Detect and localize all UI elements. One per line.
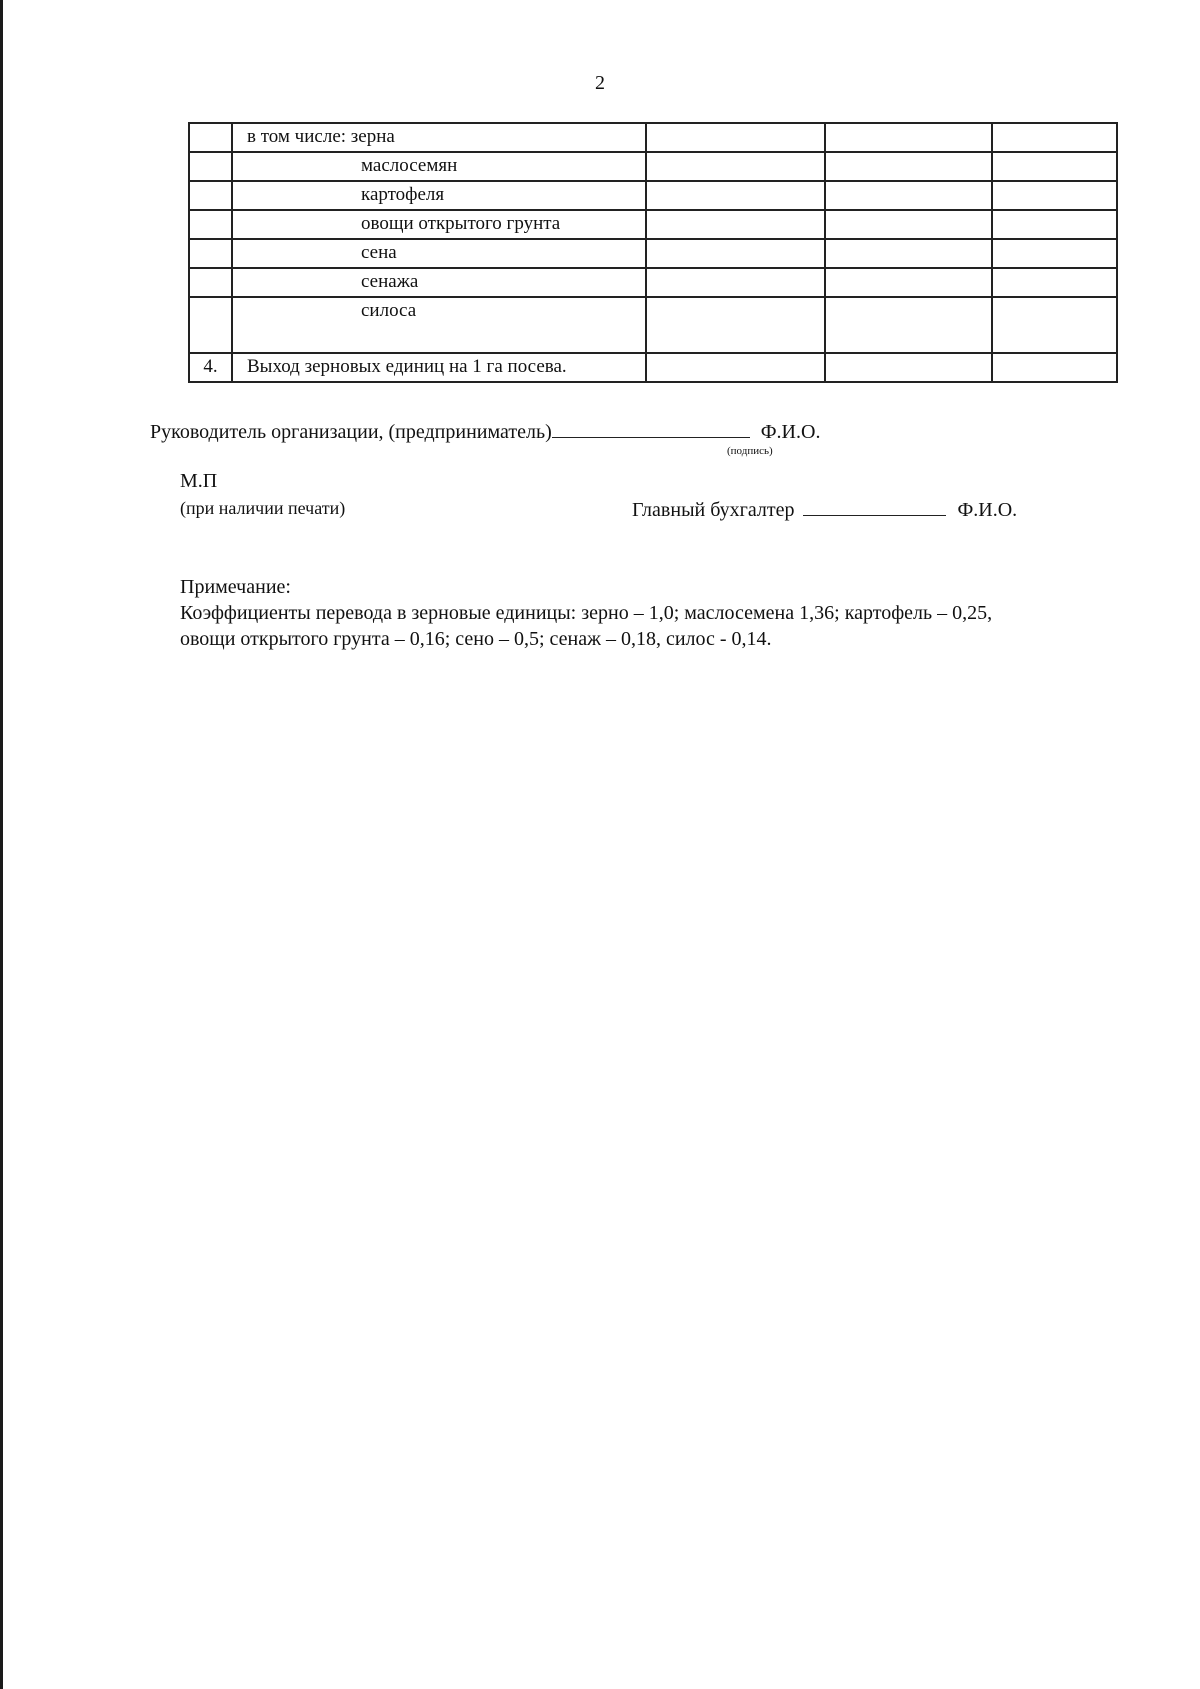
row-number — [189, 297, 232, 353]
accountant-signature-line — [632, 497, 1017, 522]
head-signature-line — [150, 419, 820, 444]
value-cell — [825, 123, 992, 152]
value-cell — [825, 353, 992, 382]
accountant-fio: Ф.И.О. — [957, 499, 1018, 521]
value-cell — [825, 210, 992, 239]
row-number — [189, 268, 232, 297]
scan-border — [0, 0, 3, 1689]
accountant-label: Главный бухгалтер — [632, 499, 795, 521]
row-number: 4. — [189, 353, 232, 382]
row-label: картофеля — [232, 181, 646, 210]
value-cell — [646, 239, 825, 268]
table-row — [189, 152, 1117, 181]
value-cell — [646, 123, 825, 152]
value-cell — [825, 268, 992, 297]
table-row — [189, 297, 1117, 353]
row-number — [189, 210, 232, 239]
table-row — [189, 353, 1117, 382]
stamp-label: М.П — [180, 470, 218, 492]
value-cell — [992, 152, 1117, 181]
value-cell — [992, 123, 1117, 152]
row-label: Выход зерновых единиц на 1 га посева. — [232, 353, 646, 382]
row-number — [189, 239, 232, 268]
row-label: сенажа — [232, 268, 646, 297]
row-number — [189, 181, 232, 210]
value-cell — [992, 239, 1117, 268]
value-cell — [992, 210, 1117, 239]
value-cell — [992, 268, 1117, 297]
note-line-1: Коэффициенты перевода в зерновые единицы: зерно – 1,0; маслосемена 1,36; картофель – 0,25, — [180, 602, 993, 624]
value-cell — [825, 297, 992, 353]
note-title: Примечание: — [180, 576, 291, 598]
row-label: силоса — [232, 297, 646, 353]
value-cell — [646, 210, 825, 239]
value-cell — [992, 297, 1117, 353]
value-cell — [646, 268, 825, 297]
row-number — [189, 152, 232, 181]
value-cell — [992, 181, 1117, 210]
row-label: в том числе: зерна — [232, 123, 646, 152]
page-number: 2 — [595, 72, 605, 94]
value-cell — [646, 181, 825, 210]
row-label: маслосемян — [232, 152, 646, 181]
value-cell — [825, 152, 992, 181]
stamp-note: (при наличии печати) — [180, 498, 346, 518]
value-cell — [646, 297, 825, 353]
value-cell — [992, 353, 1117, 382]
value-cell — [646, 152, 825, 181]
coefficients-table — [188, 122, 1118, 383]
value-cell — [825, 239, 992, 268]
row-label: овощи открытого грунта — [232, 210, 646, 239]
table-row — [189, 239, 1117, 268]
head-fio: Ф.И.О. — [760, 421, 821, 443]
table-row — [189, 210, 1117, 239]
table-row — [189, 123, 1117, 152]
signature-caption: (подпись) — [727, 445, 773, 457]
value-cell — [646, 353, 825, 382]
head-label: Руководитель организации, (предприниматель) — [150, 421, 552, 443]
table-row — [189, 181, 1117, 210]
row-number — [189, 123, 232, 152]
value-cell — [825, 181, 992, 210]
row-label: сена — [232, 239, 646, 268]
signature-blank — [803, 497, 946, 516]
signature-blank — [552, 419, 750, 438]
note-line-2: овощи открытого грунта – 0,16; сено – 0,5; сенаж – 0,18, силос - 0,14. — [180, 628, 772, 650]
table-row — [189, 268, 1117, 297]
